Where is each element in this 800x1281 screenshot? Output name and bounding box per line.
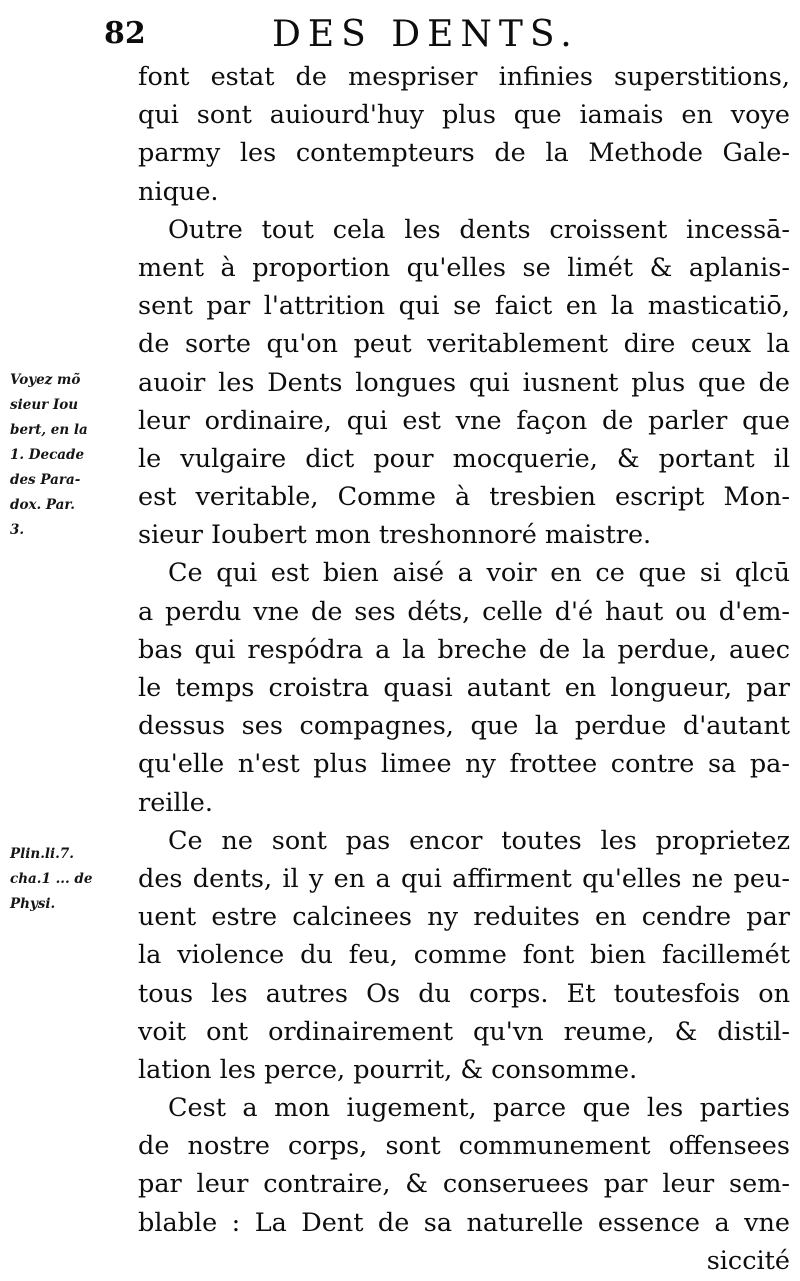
text-line: parmy les contempteurs de la Methode Gale- [138,138,790,169]
text-line: a perdu vne de ses déts, celle d'é haut ou d'em- [138,596,790,627]
text-line: Cest a mon iugement, parce que les parties [168,1093,790,1124]
margin-note-line: 3. [10,522,25,538]
text-line: par leur contraire, & conseruees par leur sem- [138,1169,790,1200]
text-line: le vulgaire dict pour mocquerie, & portant il [138,443,790,474]
text-line: ment à proportion qu'elles se limét & aplanis- [138,252,790,283]
margin-note-line: des Para- [10,472,81,488]
margin-note-line: cha.1 ... de [10,871,93,887]
text-line: est veritable, Comme à tresbien escript Mon- [138,482,790,513]
text-line: Outre tout cela les dents croissent incessā- [168,214,790,245]
text-line: sent par l'attrition qui se faict en la masticatiō, [138,291,790,322]
catchword: siccité [706,1245,790,1276]
text-line: blable : La Dent de sa naturelle essence a vne [138,1207,790,1238]
margin-note-line: bert, en la [10,422,88,438]
margin-note-line: dox. Par. [10,497,76,513]
margin-note-pliny [10,842,134,917]
margin-note-line: Physi. [10,896,56,912]
text-line: font estat de mespriser infinies superstitions, [138,62,790,92]
margin-note-line: Plin.li.7. [10,846,74,862]
margin-note-joubert [10,368,134,543]
running-title: DES DENTS. [272,14,579,55]
text-line: de nostre corps, sont communement offensees [138,1131,790,1162]
margin-note-line: 1. Decade [10,447,85,463]
text-line: bas qui respódra a la breche de la perdue, auec [138,634,790,665]
margin-note-line: Voyez mõ [10,372,81,388]
main-text-block [138,58,790,1280]
text-line: uent estre calcinees ny reduites en cendre par [138,902,790,933]
text-line: le temps croistra quasi autant en longueur, par [138,673,790,703]
page-header [0,6,800,58]
page-number: 82 [104,16,146,51]
text-line: des dents, il y en a qui affirment qu'elles ne peu- [138,863,790,894]
text-line: leur ordinaire, qui est vne façon de parler que [138,405,790,436]
text-line: sieur Ioubert mon treshonnoré maistre. [138,520,652,551]
text-line: nique. [138,176,219,207]
text-line: Ce qui est bien aisé a voir en ce que si qlcū [168,558,790,589]
text-line: voit ont ordinairement qu'vn reume, & distil- [138,1016,790,1047]
text-line: qui sont auiourd'huy plus que iamais en voye [138,100,790,131]
text-line: qu'elle n'est plus limee ny frottee contre sa pa- [138,749,790,780]
text-line: auoir les Dents longues qui iusnent plus que de [138,367,790,398]
text-line: tous les autres Os du corps. Et toutesfois on [138,978,790,1009]
margin-note-line: sieur Iou [10,397,79,413]
text-line: la violence du feu, comme font bien facillemét [138,940,790,971]
text-line: de sorte qu'on peut veritablement dire ceux la [138,329,790,360]
text-line: Ce ne sont pas encor toutes les proprietez [168,825,790,856]
text-line: lation les perce, pourrit, & consomme. [138,1054,638,1085]
text-line: reille. [138,787,213,818]
text-line: dessus ses compagnes, que la perdue d'autant [138,711,790,742]
